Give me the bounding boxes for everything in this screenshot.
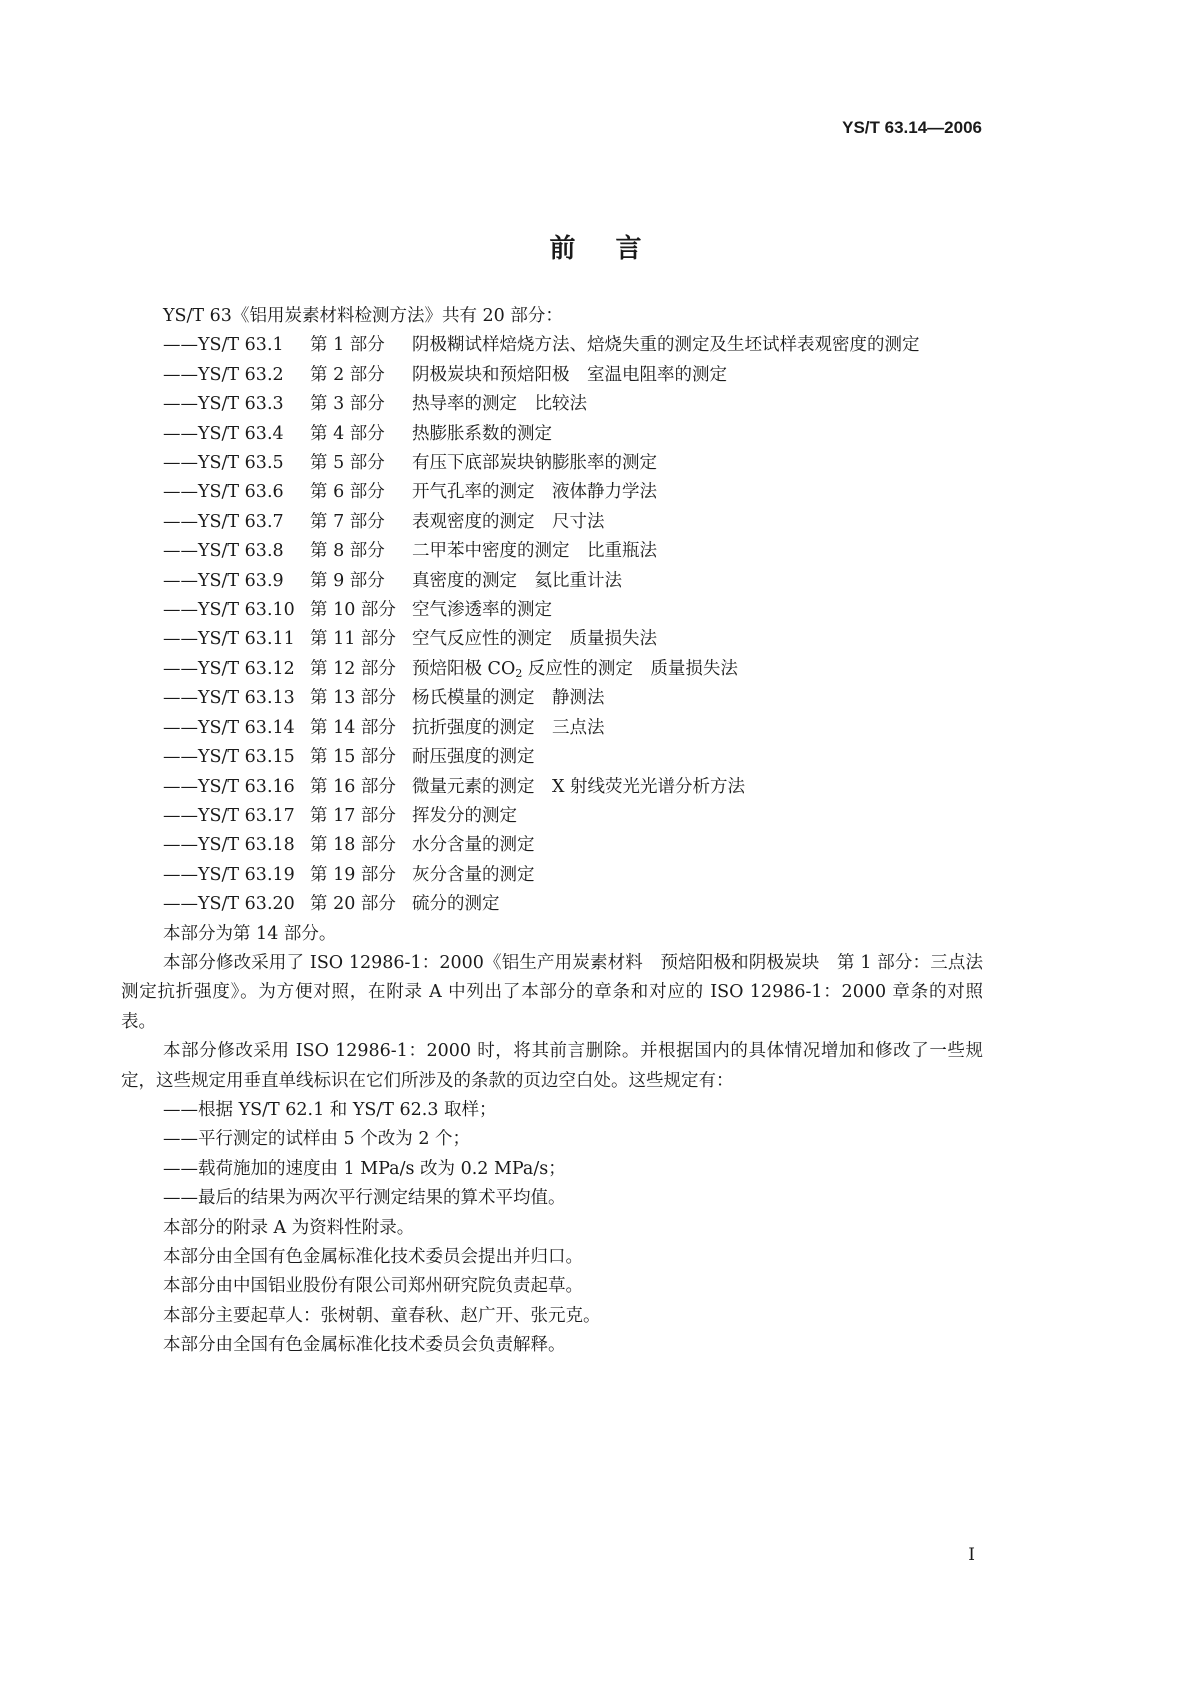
dash-marker: —— — [163, 805, 198, 826]
change-item: ——根据 YS/T 62.1 和 YS/T 62.3 取样； — [163, 1099, 497, 1120]
paragraph-adoption: 本部分修改采用了 ISO 12986-1：2000《铝生产用炭素材料 预焙阳极和阴极炭块 第 1 部分：三点法测定抗折强度》。为方便对照，在附录 A 中列出了本部分的章条和对应的 ISO 12986-1：2000 章条的对照表。 — [121, 952, 983, 1032]
part-code: YS/T 63.14 — [198, 717, 295, 738]
part-code: YS/T 63.12 — [198, 658, 295, 679]
dash-marker: —— — [163, 864, 198, 885]
part-code: YS/T 63.18 — [198, 835, 295, 856]
part-list-item — [121, 508, 983, 537]
closing-line: 本部分由全国有色金属标准化技术委员会负责解释。 — [163, 1335, 566, 1356]
dash-marker: —— — [163, 453, 198, 474]
subscript: 2 — [515, 666, 523, 680]
part-number: 第 13 部分 — [310, 688, 396, 709]
part-number: 第 6 部分 — [310, 482, 385, 503]
part-list-item — [121, 567, 983, 596]
part-number: 第 5 部分 — [310, 453, 385, 474]
part-title: 热膨胀系数的测定 — [412, 423, 552, 444]
part-list-item — [121, 743, 983, 772]
dash-marker: —— — [163, 835, 198, 856]
dash-marker: —— — [163, 894, 198, 915]
part-code: YS/T 63.2 — [198, 364, 284, 385]
part-code: YS/T 63.19 — [198, 864, 295, 885]
part-list-item — [121, 390, 983, 419]
part-number: 第 19 部分 — [310, 864, 396, 885]
part-number: 第 8 部分 — [310, 541, 385, 562]
part-code: YS/T 63.1 — [198, 335, 284, 356]
part-title: 空气渗透率的测定 — [412, 600, 552, 621]
document-body — [121, 302, 983, 1361]
standard-number: YS/T 63.14—2006 — [842, 118, 982, 137]
page-number: I — [968, 1545, 975, 1565]
part-code: YS/T 63.16 — [198, 776, 295, 797]
part-title: 二甲苯中密度的测定 比重瓶法 — [412, 541, 657, 562]
intro-line: YS/T 63《铝用炭素材料检测方法》共有 20 部分： — [163, 306, 563, 326]
part-title: 挥发分的测定 — [412, 805, 517, 826]
part-code: YS/T 63.20 — [198, 894, 295, 915]
closing-line: 本部分主要起草人：张树朝、童春秋、赵广开、张元克。 — [163, 1305, 601, 1326]
closing-line: 本部分的附录 A 为资料性附录。 — [163, 1217, 415, 1238]
part-code: YS/T 63.8 — [198, 541, 284, 562]
part-list-item — [121, 478, 983, 507]
part-number: 第 14 部分 — [310, 717, 396, 738]
part-title: 抗折强度的测定 三点法 — [412, 717, 605, 738]
part-list-item — [121, 449, 983, 478]
dash-marker: —— — [163, 570, 198, 591]
parts-list — [121, 331, 983, 919]
part-list-item — [121, 537, 983, 566]
part-code: YS/T 63.3 — [198, 394, 284, 415]
paragraph-modifications: 本部分修改采用 ISO 12986-1：2000 时，将其前言删除。并根据国内的具体情况增加和修改了一些规定，这些规定用垂直单线标识在它们所涉及的条款的页边空白处。这些规定有： — [121, 1041, 983, 1091]
part-code: YS/T 63.17 — [198, 805, 295, 826]
part-code: YS/T 63.4 — [198, 423, 284, 444]
part-title: 杨氏模量的测定 静测法 — [412, 688, 605, 709]
part-title: 有压下底部炭块钠膨胀率的测定 — [412, 453, 657, 474]
part-title: 空气反应性的测定 质量损失法 — [412, 629, 657, 650]
dash-marker: —— — [163, 364, 198, 385]
part-title: 阴极糊试样焙烧方法、焙烧失重的测定及生坯试样表观密度的测定 — [412, 335, 920, 356]
part-number: 第 16 部分 — [310, 776, 396, 797]
part-code: YS/T 63.13 — [198, 688, 295, 709]
part-title: 阴极炭块和预焙阳极 室温电阻率的测定 — [412, 364, 727, 385]
change-item: ——载荷施加的速度由 1 MPa/s 改为 0.2 MPa/s； — [163, 1158, 566, 1179]
part-number: 第 20 部分 — [310, 894, 396, 915]
part-number: 第 12 部分 — [310, 658, 396, 679]
part-title: 灰分含量的测定 — [412, 864, 535, 885]
closing-line: 本部分由全国有色金属标准化技术委员会提出并归口。 — [163, 1247, 583, 1267]
part-title: 开气孔率的测定 液体静力学法 — [412, 482, 657, 503]
part-title: 微量元素的测定 X 射线荧光光谱分析方法 — [412, 776, 746, 797]
part-number: 第 18 部分 — [310, 835, 396, 856]
part-list-item — [121, 890, 983, 919]
change-item: ——最后的结果为两次平行测定结果的算术平均值。 — [163, 1188, 566, 1209]
part-list-item — [121, 420, 983, 449]
part-code: YS/T 63.6 — [198, 482, 284, 503]
part-code: YS/T 63.7 — [198, 511, 284, 532]
part-list-item — [121, 802, 983, 831]
part-number: 第 2 部分 — [310, 364, 385, 385]
dash-marker: —— — [163, 688, 198, 709]
part-list-item — [121, 655, 983, 684]
part-list-item — [121, 331, 983, 360]
part-title: 预焙阳极 CO — [412, 658, 516, 679]
part-number: 第 9 部分 — [310, 570, 385, 591]
part-number: 第 17 部分 — [310, 805, 396, 826]
part-title: 硫分的测定 — [412, 894, 500, 915]
part-title: 耐压强度的测定 — [412, 747, 535, 768]
part-title: 真密度的测定 氦比重计法 — [412, 570, 622, 591]
part-title-suffix: 反应性的测定 质量损失法 — [522, 658, 738, 679]
part-code: YS/T 63.15 — [198, 747, 295, 768]
dash-marker: —— — [163, 511, 198, 532]
dash-marker: —— — [163, 776, 198, 797]
part-number: 第 3 部分 — [310, 394, 385, 415]
part-list-item — [121, 596, 983, 625]
dash-marker: —— — [163, 717, 198, 738]
part-list-item — [121, 714, 983, 743]
part-list-item — [121, 361, 983, 390]
part-title: 热导率的测定 比较法 — [412, 394, 587, 415]
part-list-item — [121, 625, 983, 654]
part-number: 第 4 部分 — [310, 423, 385, 444]
closing-line: 本部分由中国铝业股份有限公司郑州研究院负责起草。 — [163, 1276, 583, 1297]
part-list-item — [121, 773, 983, 802]
part-number: 第 7 部分 — [310, 511, 385, 532]
dash-marker: —— — [163, 541, 198, 562]
dash-marker: —— — [163, 423, 198, 444]
part-number: 第 15 部分 — [310, 747, 396, 768]
part-title: 水分含量的测定 — [412, 835, 535, 856]
part-list-item — [121, 861, 983, 890]
dash-marker: —— — [163, 482, 198, 503]
page-title: 前言 — [549, 234, 682, 264]
dash-marker: —— — [163, 600, 198, 621]
dash-marker: —— — [163, 335, 198, 356]
dash-marker: —— — [163, 658, 198, 679]
part-code: YS/T 63.9 — [198, 570, 284, 591]
part-list-item — [121, 684, 983, 713]
part-code: YS/T 63.11 — [198, 629, 295, 650]
dash-marker: —— — [163, 394, 198, 415]
dash-marker: —— — [163, 629, 198, 650]
part-title: 表观密度的测定 尺寸法 — [412, 511, 605, 532]
this-part-line: 本部分为第 14 部分。 — [163, 923, 337, 944]
part-number: 第 10 部分 — [310, 600, 396, 621]
part-code: YS/T 63.10 — [198, 600, 295, 621]
part-number: 第 11 部分 — [310, 629, 396, 650]
change-item: ——平行测定的试样由 5 个改为 2 个； — [163, 1129, 471, 1150]
part-number: 第 1 部分 — [310, 335, 385, 356]
dash-marker: —— — [163, 747, 198, 768]
part-code: YS/T 63.5 — [198, 453, 284, 474]
part-list-item — [121, 831, 983, 860]
